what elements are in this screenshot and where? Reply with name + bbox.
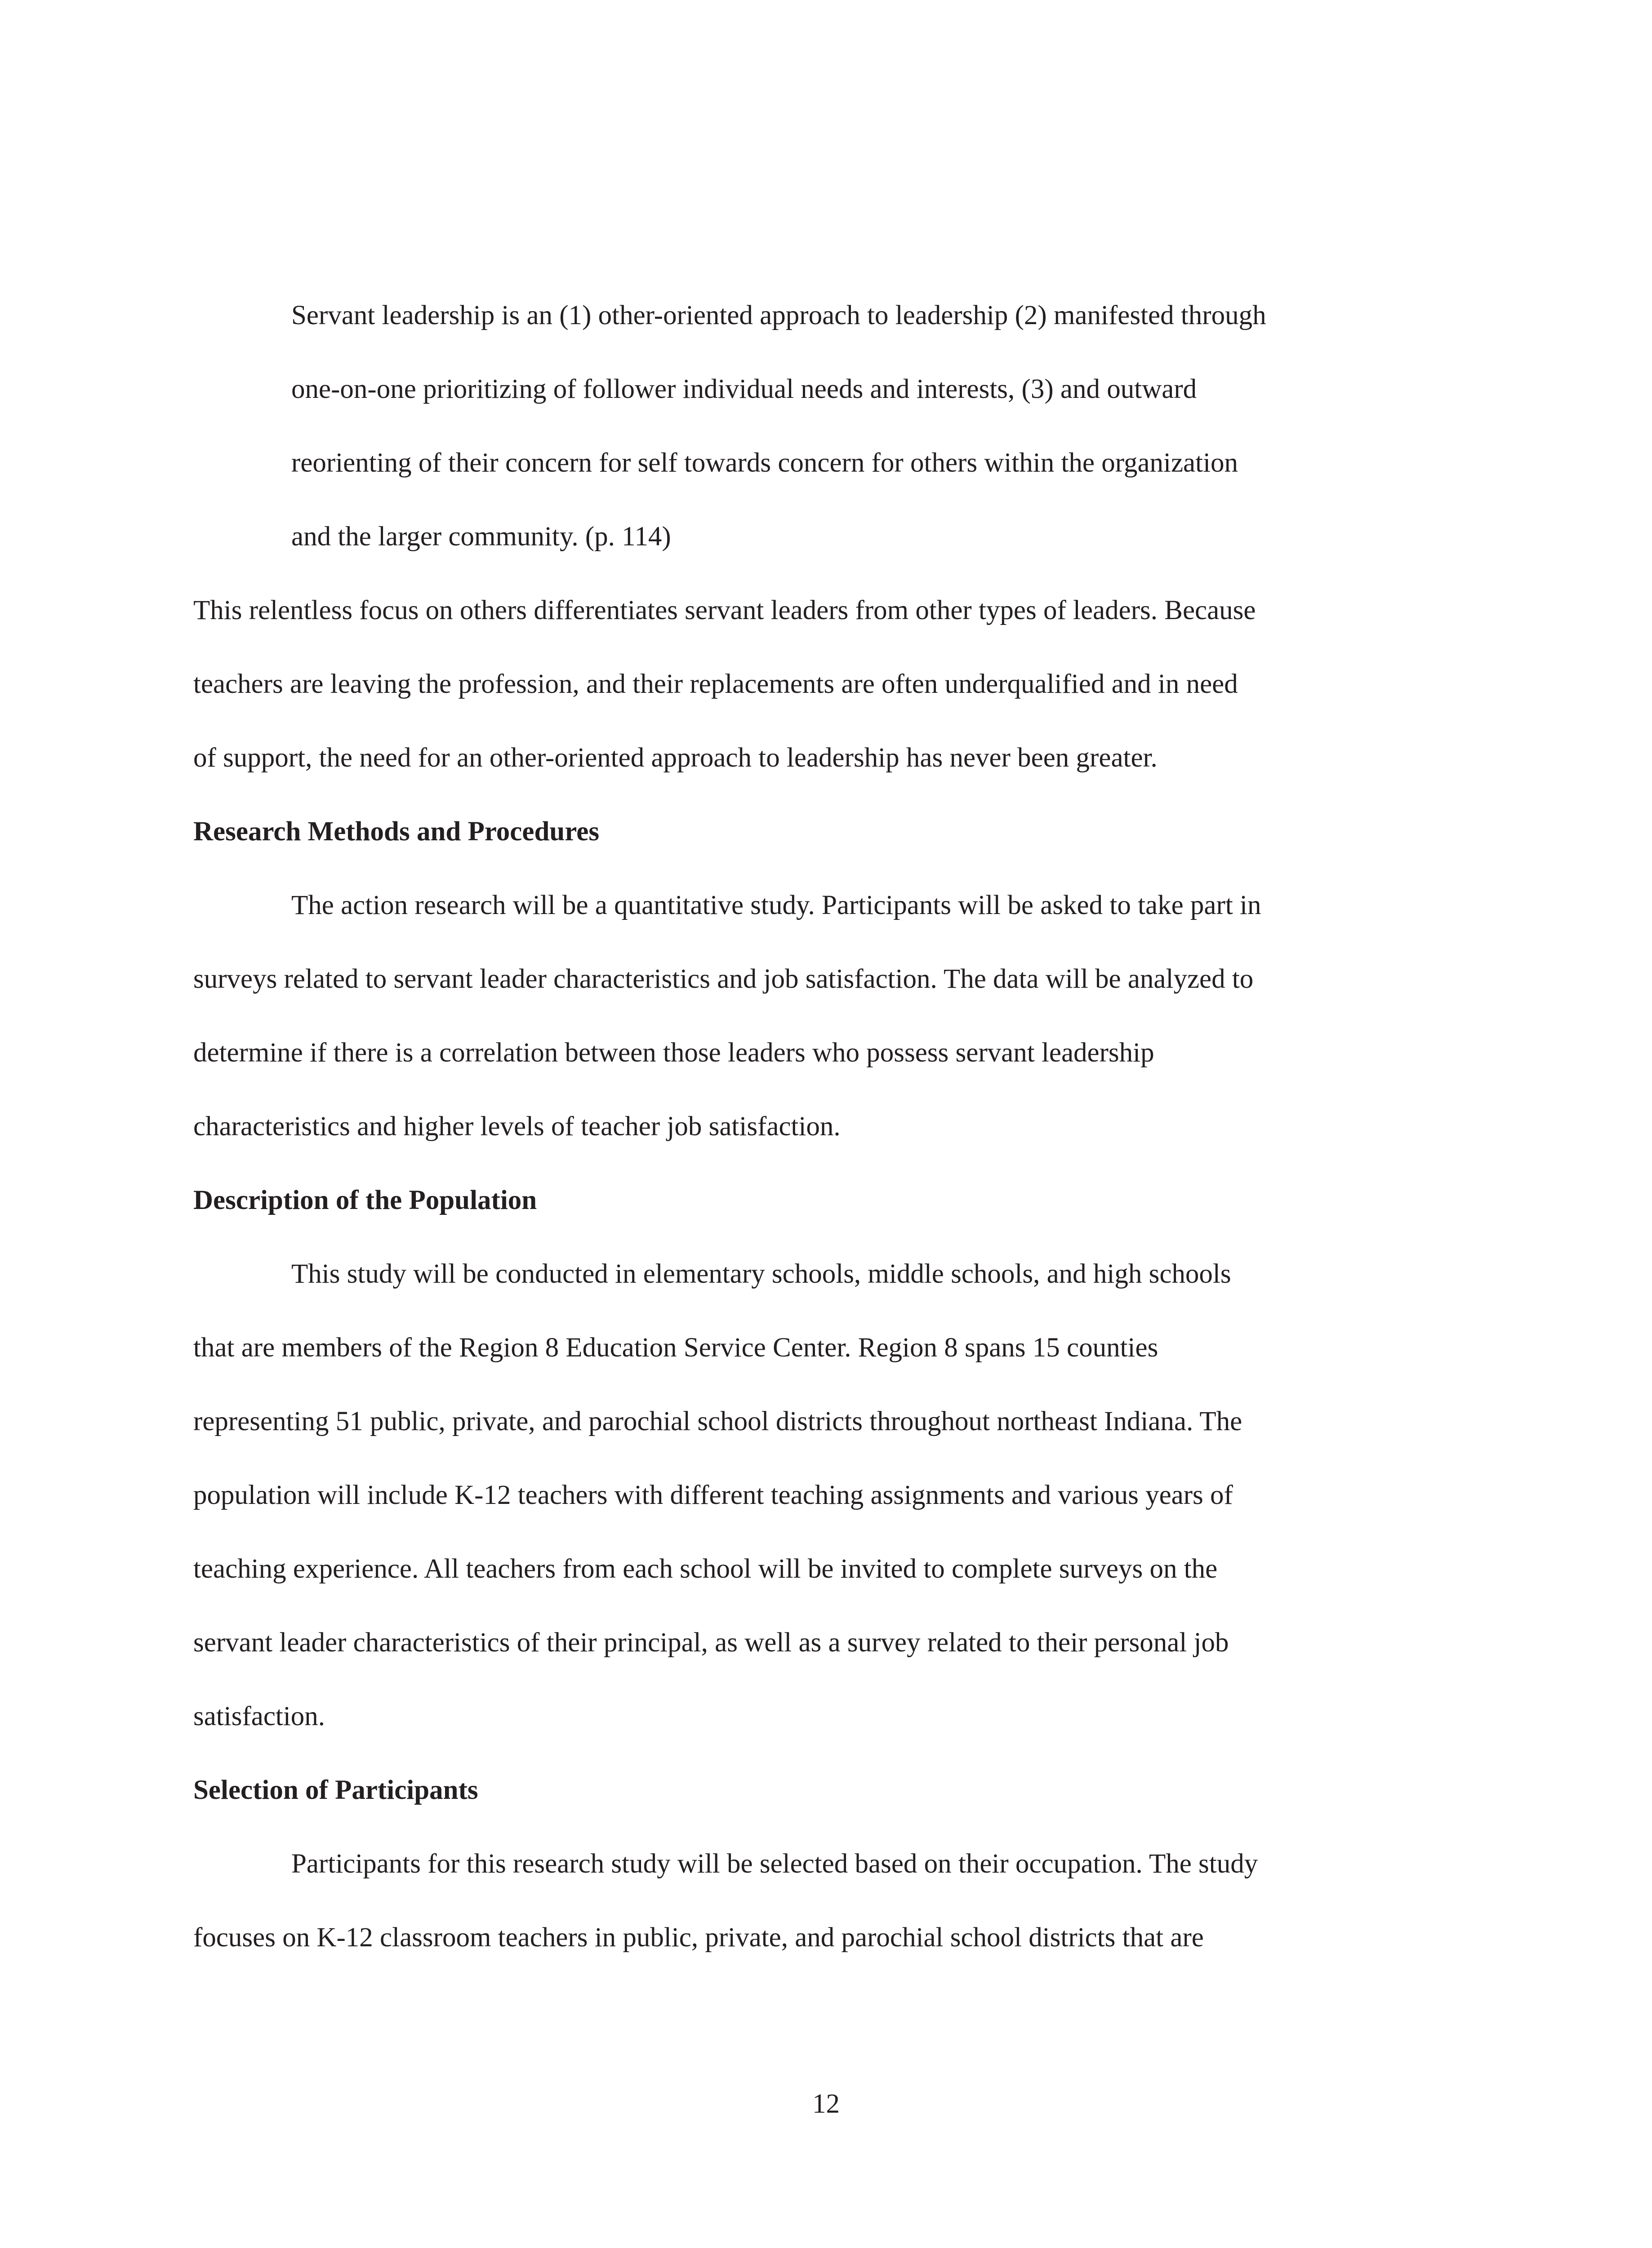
text-line: The action research will be a quantitative study. Participants will be asked to take part in: [291, 890, 1261, 920]
block-quote: [291, 279, 1445, 574]
text-line: characteristics and higher levels of teacher job satisfaction.: [193, 1111, 841, 1142]
text-line: Participants for this research study will be selected based on their occupation. The study: [291, 1849, 1258, 1879]
text-line: This relentless focus on others differentiates servant leaders from other types of leaders. Because: [193, 595, 1256, 625]
text-line: satisfaction.: [193, 1701, 325, 1731]
selection-paragraph: [193, 1827, 1445, 1975]
text-line: of support, the need for an other-oriented approach to leadership has never been greater.: [193, 743, 1158, 773]
research-methods-paragraph: [193, 869, 1445, 1164]
text-line: surveys related to servant leader characteristics and job satisfaction. The data will be analyzed to: [193, 964, 1254, 994]
quote-line: one-on-one prioritizing of follower individual needs and interests, (3) and outward: [291, 374, 1197, 404]
section-heading-research-methods: Research Methods and Procedures: [193, 816, 600, 847]
page-number: 12: [812, 2089, 840, 2119]
section-heading-population: Description of the Population: [193, 1185, 537, 1215]
text-line: population will include K-12 teachers with different teaching assignments and various years of: [193, 1480, 1233, 1510]
text-line: This study will be conducted in elementary schools, middle schools, and high schools: [291, 1259, 1231, 1289]
section-heading-selection: Selection of Participants: [193, 1775, 478, 1805]
text-line: servant leader characteristics of their principal, as well as a survey related to their personal job: [193, 1628, 1229, 1658]
quote-line: and the larger community. (p. 114): [291, 522, 671, 552]
quote-line: Servant leadership is an (1) other-oriented approach to leadership (2) manifested through: [291, 300, 1266, 330]
text-line: that are members of the Region 8 Education Service Center. Region 8 spans 15 counties: [193, 1333, 1158, 1363]
text-line: determine if there is a correlation between those leaders who possess servant leadership: [193, 1038, 1154, 1068]
text-line: representing 51 public, private, and parochial school districts throughout northeast Indiana. The: [193, 1406, 1242, 1436]
page-body: [193, 279, 1445, 1975]
quote-line: reorienting of their concern for self towards concern for others within the organization: [291, 448, 1238, 478]
population-paragraph: [193, 1237, 1445, 1753]
text-line: focuses on K-12 classroom teachers in public, private, and parochial school districts that are: [193, 1922, 1204, 1953]
text-line: teaching experience. All teachers from each school will be invited to complete surveys on the: [193, 1554, 1218, 1584]
text-line: teachers are leaving the profession, and their replacements are often underqualified and in need: [193, 669, 1238, 699]
continuation-paragraph: [193, 574, 1445, 795]
